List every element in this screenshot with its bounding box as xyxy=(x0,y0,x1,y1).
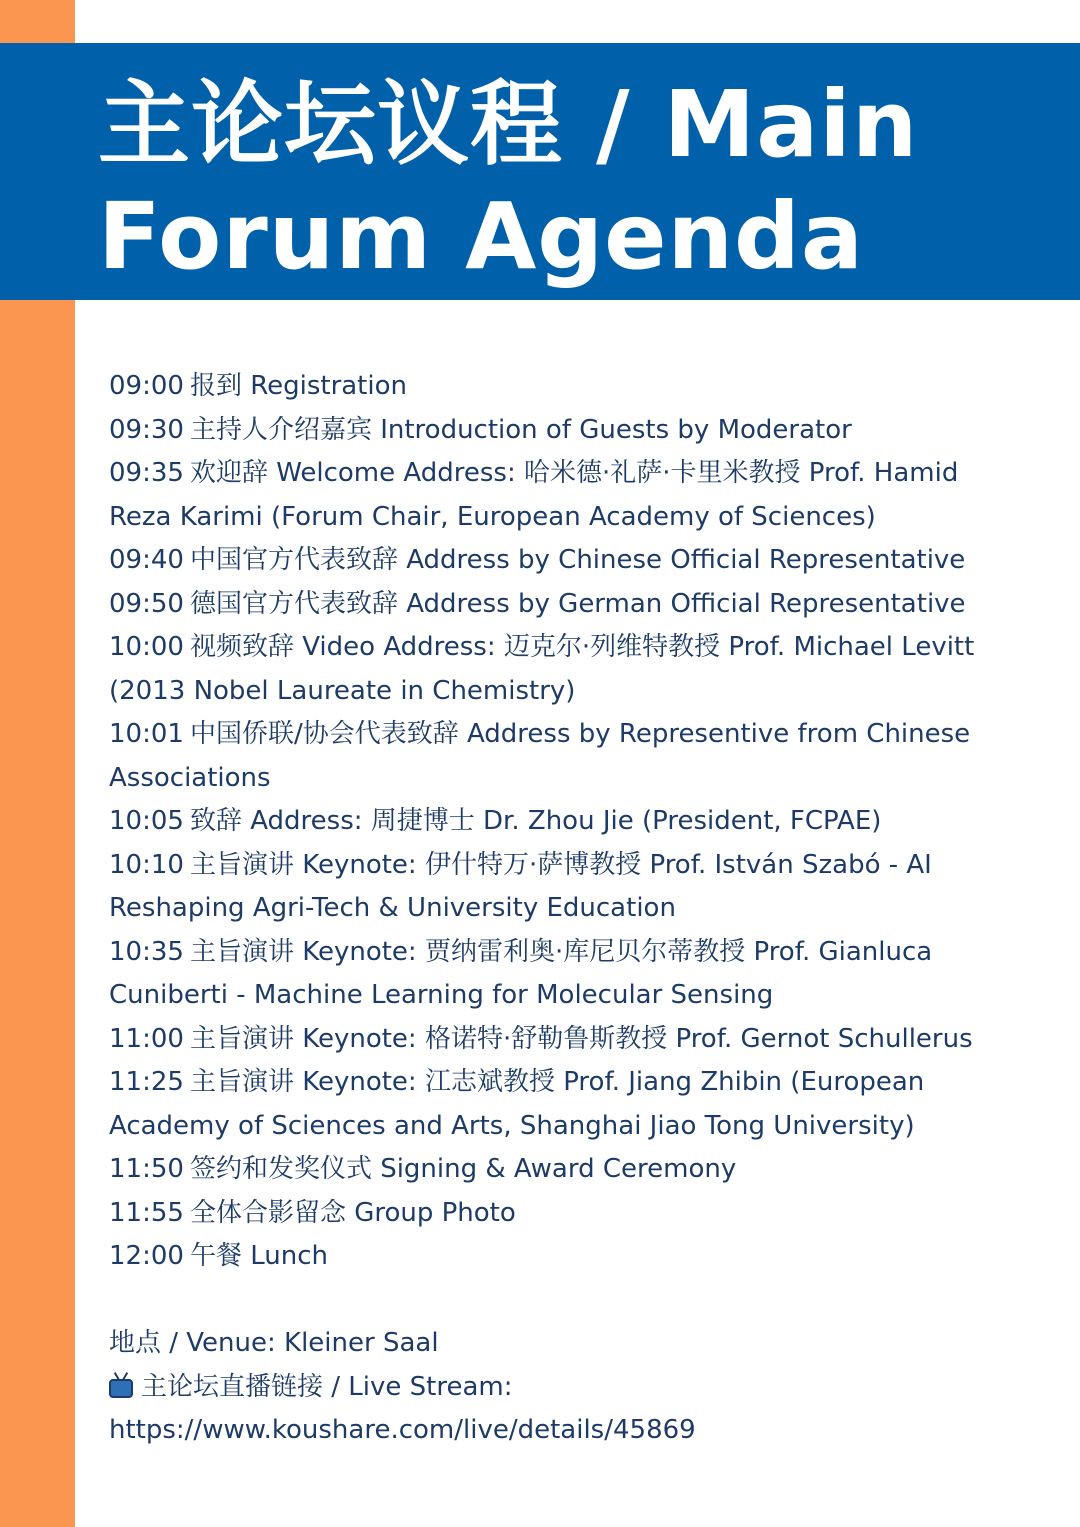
agenda-item xyxy=(109,539,1009,583)
agenda-description: 中国侨联/协会代表致辞 Address by Representive from Chinese Associations xyxy=(109,719,971,793)
agenda-list xyxy=(109,365,1009,1279)
venue-text: 地点 / Venue: Kleiner Saal xyxy=(109,1328,439,1358)
live-stream-line xyxy=(109,1366,1009,1410)
venue-section xyxy=(109,1322,1009,1453)
agenda-time: 11:55 xyxy=(109,1197,184,1228)
agenda-item xyxy=(109,800,1009,844)
agenda-description: 午餐 Lunch xyxy=(189,1241,328,1271)
agenda-description: 主旨演讲 Keynote: 格诺特·舒勒鲁斯教授 Prof. Gernot Schullerus xyxy=(189,1023,973,1054)
agenda-description: 视频致辞 Video Address: 迈克尔·列维特教授 Prof. Michael Levitt (2013 Nobel Laureate in Chemistry) xyxy=(109,632,975,706)
agenda-time: 09:35 xyxy=(109,458,184,488)
live-stream-label: 主论坛直播链接 / Live Stream: xyxy=(141,1371,513,1402)
agenda-time: 10:00 xyxy=(109,632,184,662)
agenda-description: 主持人介绍嘉宾 Introduction of Guests by Moderator xyxy=(189,414,852,445)
agenda-time: 10:35 xyxy=(109,936,184,967)
agenda-description: 中国官方代表致辞 Address by Chinese Official Representative xyxy=(189,545,966,575)
agenda-item xyxy=(109,1061,1009,1148)
agenda-description: 主旨演讲 Keynote: 江志斌教授 Prof. Jiang Zhibin (European Academy of Sciences and Arts, Shanghai Jiao Tong University) xyxy=(109,1067,925,1141)
agenda-time: 09:30 xyxy=(109,414,184,445)
agenda-time: 11:00 xyxy=(109,1023,184,1054)
title-line-1: 主论坛议程 / Main xyxy=(98,71,919,178)
agenda-item xyxy=(109,583,1009,627)
agenda-item xyxy=(109,713,1009,800)
agenda-description: 致辞 Address: 周捷博士 Dr. Zhou Jie (President, FCPAE) xyxy=(189,806,882,836)
agenda-time: 11:25 xyxy=(109,1067,184,1097)
agenda-item xyxy=(109,1235,1009,1279)
agenda-time: 10:01 xyxy=(109,719,184,749)
agenda-item xyxy=(109,1148,1009,1192)
agenda-time: 12:00 xyxy=(109,1241,184,1271)
agenda-item xyxy=(109,1192,1009,1236)
agenda-item xyxy=(109,844,1009,931)
agenda-description: 德国官方代表致辞 Address by German Official Representative xyxy=(189,588,966,619)
agenda-item xyxy=(109,452,1009,539)
agenda-description: 主旨演讲 Keynote: 伊什特万·萨博教授 Prof. István Szabó - AI Reshaping Agri-Tech & University Education xyxy=(109,849,932,923)
agenda-description: 签约和发奖仪式 Signing & Award Ceremony xyxy=(189,1154,737,1184)
agenda-time: 09:50 xyxy=(109,588,184,619)
agenda-description: 欢迎辞 Welcome Address: 哈米德·礼萨·卡里米教授 Prof. Hamid Reza Karimi (Forum Chair, European Academy of Sciences) xyxy=(109,458,959,532)
agenda-time: 11:50 xyxy=(109,1154,184,1184)
live-stream-url-line xyxy=(109,1409,1009,1453)
agenda-description: 全体合影留念 Group Photo xyxy=(189,1197,516,1228)
title-banner xyxy=(0,43,1080,300)
agenda-item xyxy=(109,931,1009,1018)
title-line-2: Forum Agenda xyxy=(98,183,864,290)
agenda-time: 09:40 xyxy=(109,545,184,575)
agenda-description: 主旨演讲 Keynote: 贾纳雷利奥·库尼贝尔蒂教授 Prof. Gianluca Cuniberti - Machine Learning for Molecular Sensing xyxy=(109,936,933,1010)
agenda-time: 10:10 xyxy=(109,849,184,880)
agenda-time: 10:05 xyxy=(109,806,184,836)
agenda-item xyxy=(109,409,1009,453)
agenda-item xyxy=(109,626,1009,713)
agenda-description: 报到 Registration xyxy=(189,371,407,401)
agenda-item xyxy=(109,1018,1009,1062)
tv-icon xyxy=(109,1379,133,1398)
agenda-section xyxy=(109,365,1009,1279)
live-stream-link[interactable]: https://www.koushare.com/live/details/45869 xyxy=(109,1415,696,1445)
agenda-item xyxy=(109,365,1009,409)
agenda-time: 09:00 xyxy=(109,371,184,401)
